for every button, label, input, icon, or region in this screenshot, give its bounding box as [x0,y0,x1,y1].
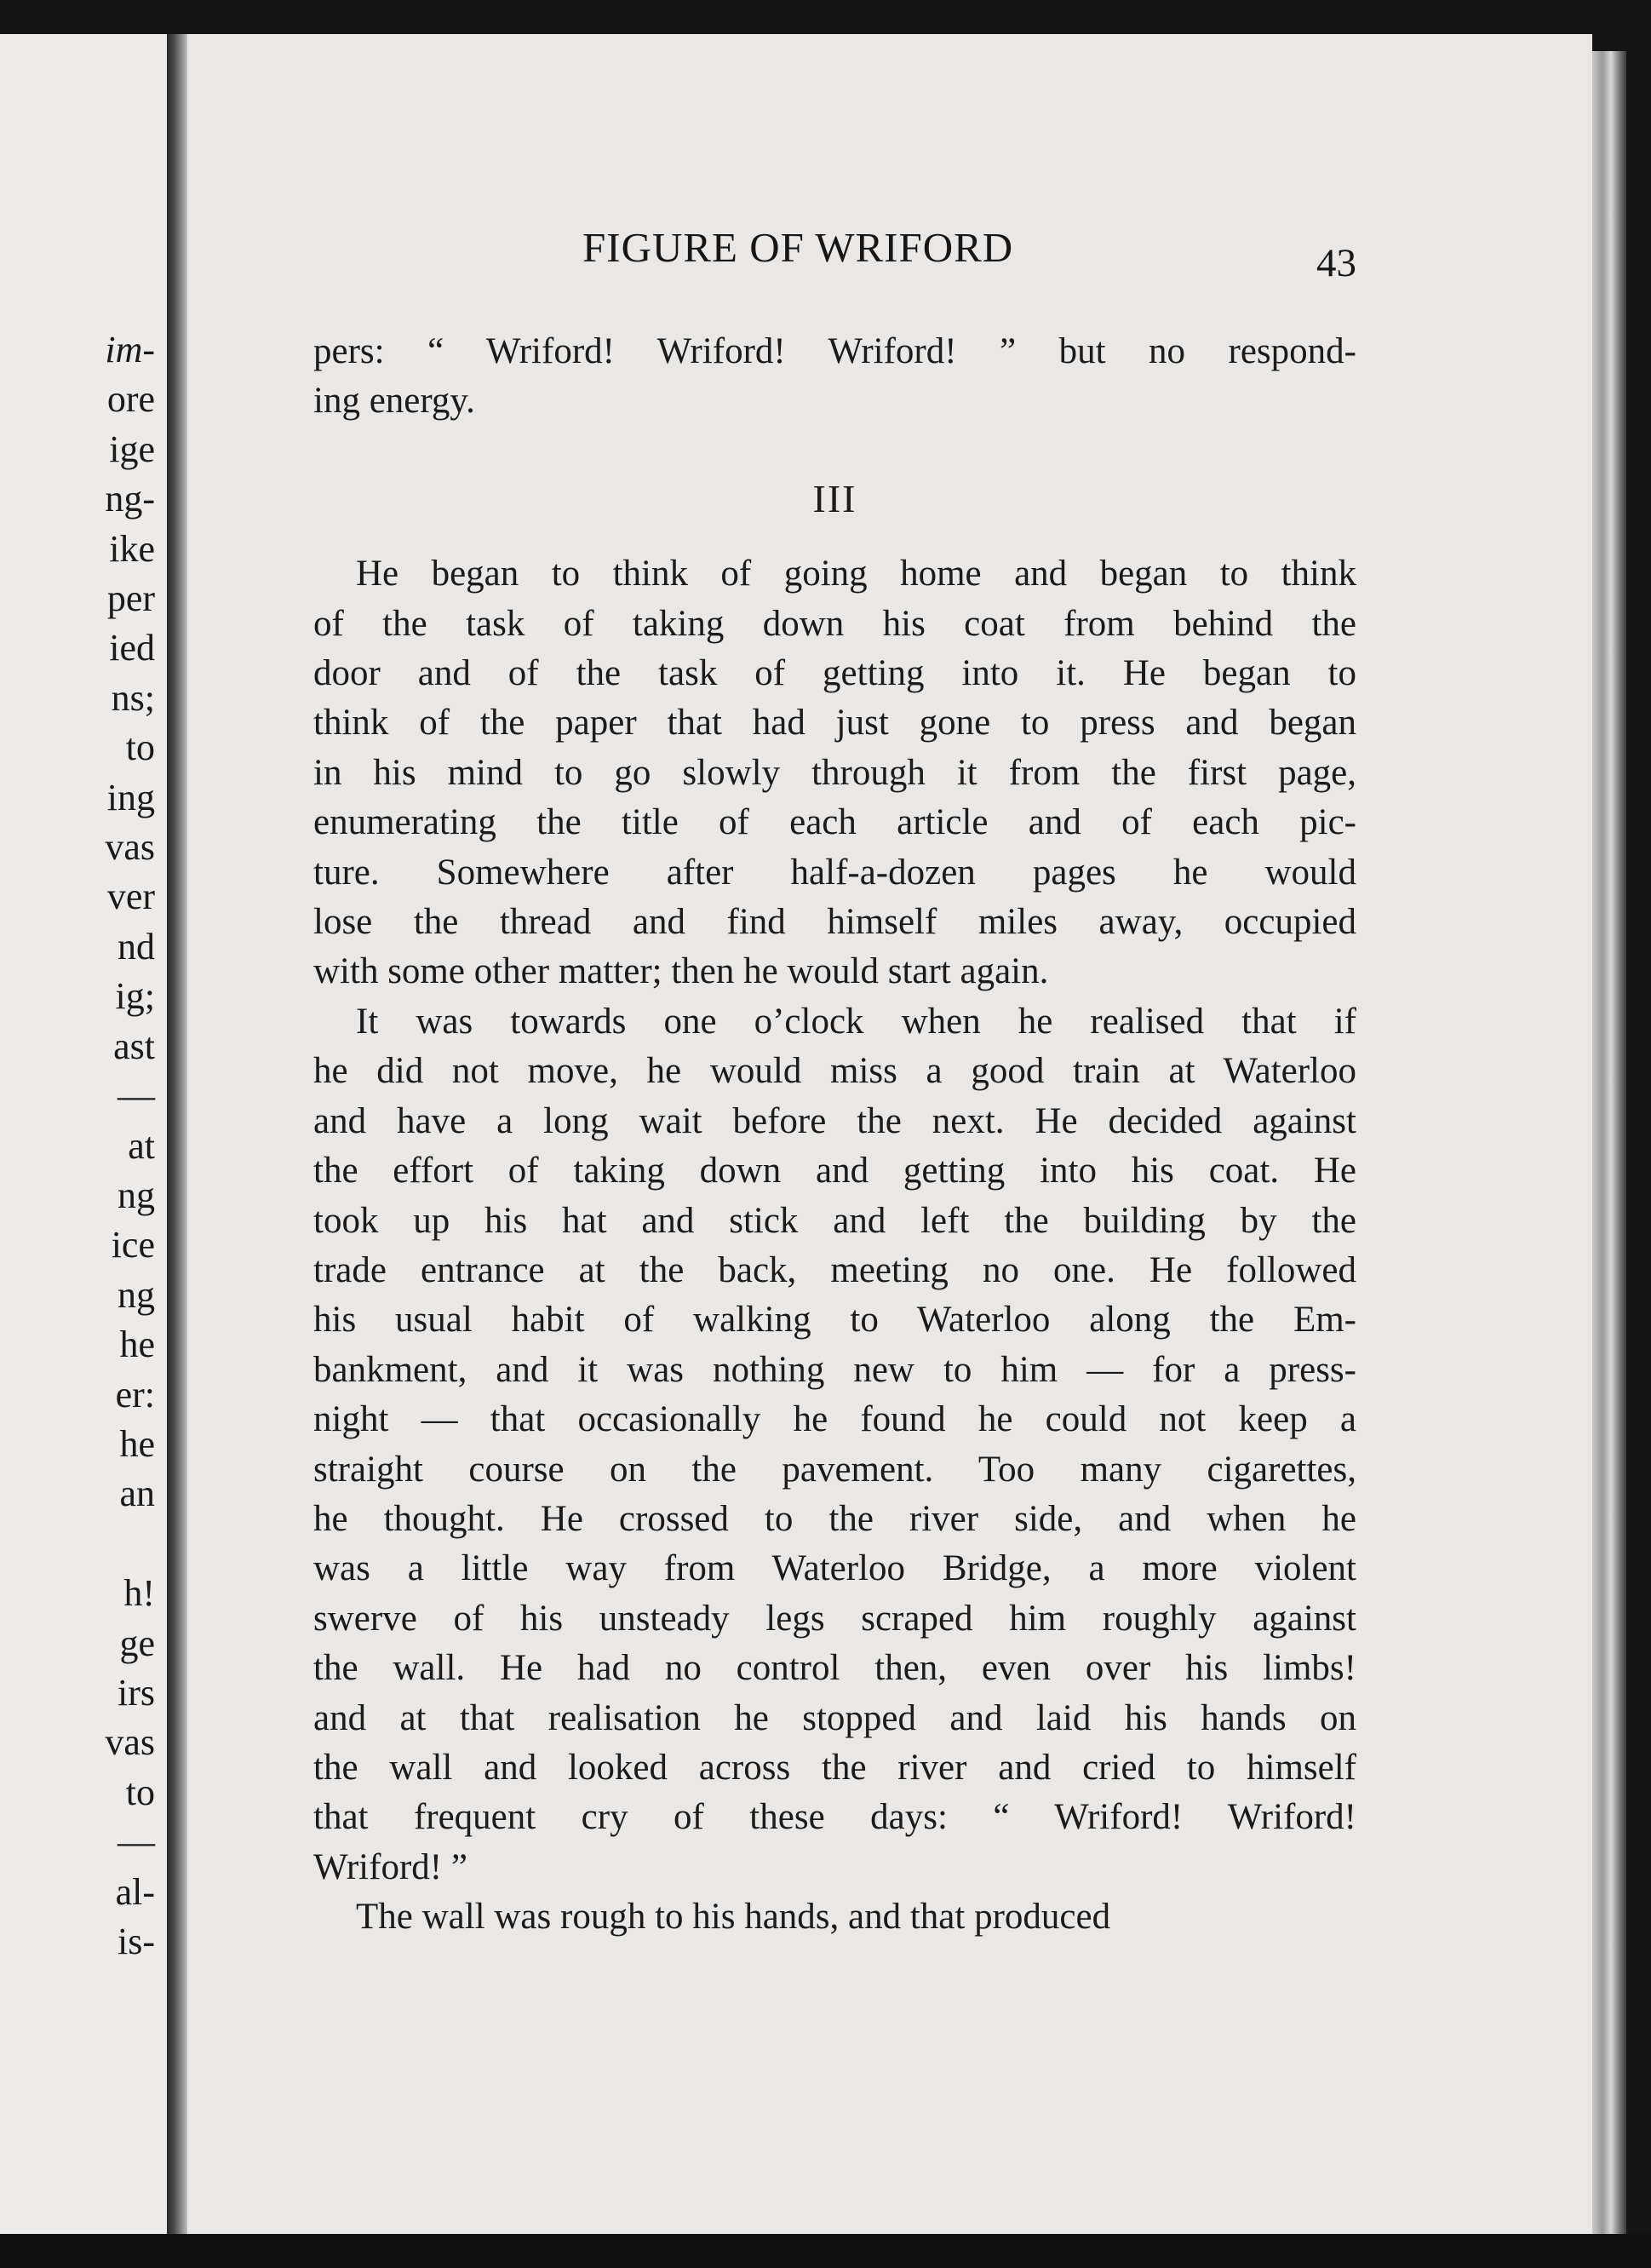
text-line: took up his hat and stick and left the building by the [313,1200,1356,1241]
previous-page-fragment: vas [105,1721,155,1764]
previous-page-fragment: h! [123,1572,155,1615]
text-line: of the task of taking down his coat from behind the [313,603,1356,644]
previous-page-fragment: ge [119,1622,155,1664]
body-text [313,327,1356,1943]
text-line: the wall and looked across the river and cried to himself [313,1747,1356,1788]
text-line: that frequent cry of these days: “ Wriford! Wriford! [313,1797,1356,1838]
paragraph-1 [313,549,1356,997]
previous-page-fragment: is- [118,1921,155,1962]
paragraph-3 [313,1892,1356,1942]
page-stack-edge [1592,51,1626,2234]
previous-page-fragment: ice [111,1224,155,1266]
previous-page-fragment: nd [118,925,155,967]
paragraph-2 [313,997,1356,1892]
text-line: the effort of taking down and getting into his coat. He [313,1151,1356,1191]
scan-bottom-border [0,2234,1651,2268]
section-heading: III [812,476,857,520]
previous-page-fragment: ng [118,1174,155,1216]
previous-page-fragment: al- [115,1870,155,1913]
previous-page-fragment: ied [109,627,155,669]
opening-paragraph [313,327,1356,427]
text-line: trade entrance at the back, meeting no one. He followed [313,1249,1356,1290]
text-line: enumerating the title of each article and of each pic- [313,802,1356,843]
book-gutter [167,34,187,2234]
previous-page [0,34,167,2234]
previous-page-fragment [105,1519,155,1569]
previous-page-fragment: im- [105,329,155,370]
text-line: and have a long wait before the next. He decided against [313,1100,1356,1141]
text-line: the wall. He had no control then, even over his limbs! [313,1648,1356,1689]
text-line: swerve of his unsteady legs scraped him roughly against [313,1598,1356,1639]
text-line: his usual habit of walking to Waterloo along the Em- [313,1300,1356,1341]
previous-page-fragment: ver [106,876,155,918]
text-line: night — that occasionally he found he could not keep a [313,1399,1356,1440]
previous-page-fragment: vas [105,826,155,869]
previous-page-fragment: ng [118,1273,155,1316]
text-line: bankment, and it was nothing new to him — for a press- [313,1349,1356,1390]
text-line: It was towards one o’clock when he realised that if [356,1001,1356,1042]
previous-page-fragment: per [106,577,155,620]
previous-page-fragment: ns; [111,676,155,719]
text-line: ture. Somewhere after half-a-dozen pages he would [313,852,1356,893]
previous-page-fragment: at [128,1124,155,1167]
previous-page-fragment: he [119,1422,155,1465]
text-line: in his mind to go slowly through it from the first page, [313,752,1356,793]
previous-page-fragment: ast [113,1025,155,1067]
text-line: door and of the task of getting into it. He began to [313,653,1356,694]
previous-page-fragment: ng- [105,478,155,520]
previous-page-fragment: ore [106,378,155,421]
text-line: ing energy. [313,381,475,422]
text-line: with some other matter; then he would start again. [313,951,1049,992]
running-head [0,223,1651,283]
page-number: 43 [1316,241,1356,285]
previous-page-fragment: er: [115,1373,155,1415]
previous-page-fragment: ig; [115,975,155,1018]
text-line: pers: “ Wriford! Wriford! Wriford! ” but no respond- [313,331,1356,371]
text-line: was a little way from Waterloo Bridge, a more violent [313,1548,1356,1589]
running-head-title: FIGURE OF WRIFORD [582,224,1014,271]
text-line: and at that realisation he stopped and laid his hands on [313,1697,1356,1738]
text-line: he thought. He crossed to the river side, and when he [313,1498,1356,1539]
previous-page-fragment: he [119,1323,155,1366]
text-line: Wriford! ” [313,1846,467,1887]
previous-page-fragment: — [118,1821,155,1863]
previous-page-text-fragments [105,325,167,1967]
text-line: he did not move, he would miss a good train at Waterloo [313,1051,1356,1092]
previous-page-fragment: ige [109,428,155,470]
previous-page-fragment: — [118,1075,155,1117]
text-line: The wall was rough to his hands, and that produced [356,1897,1111,1938]
previous-page-fragment: an [119,1473,155,1515]
previous-page-fragment: ing [106,776,155,818]
text-line: straight course on the pavement. Too many cigarettes, [313,1449,1356,1490]
previous-page-fragment: to [125,726,155,769]
previous-page-fragment: to [125,1771,155,1813]
text-line: lose the thread and find himself miles away, occupied [313,902,1356,943]
previous-page-fragment: irs [118,1671,155,1714]
previous-page-fragment: ike [109,527,155,570]
text-line: think of the paper that had just gone to press and began [313,703,1356,744]
text-line: He began to think of going home and began to think [356,554,1356,594]
